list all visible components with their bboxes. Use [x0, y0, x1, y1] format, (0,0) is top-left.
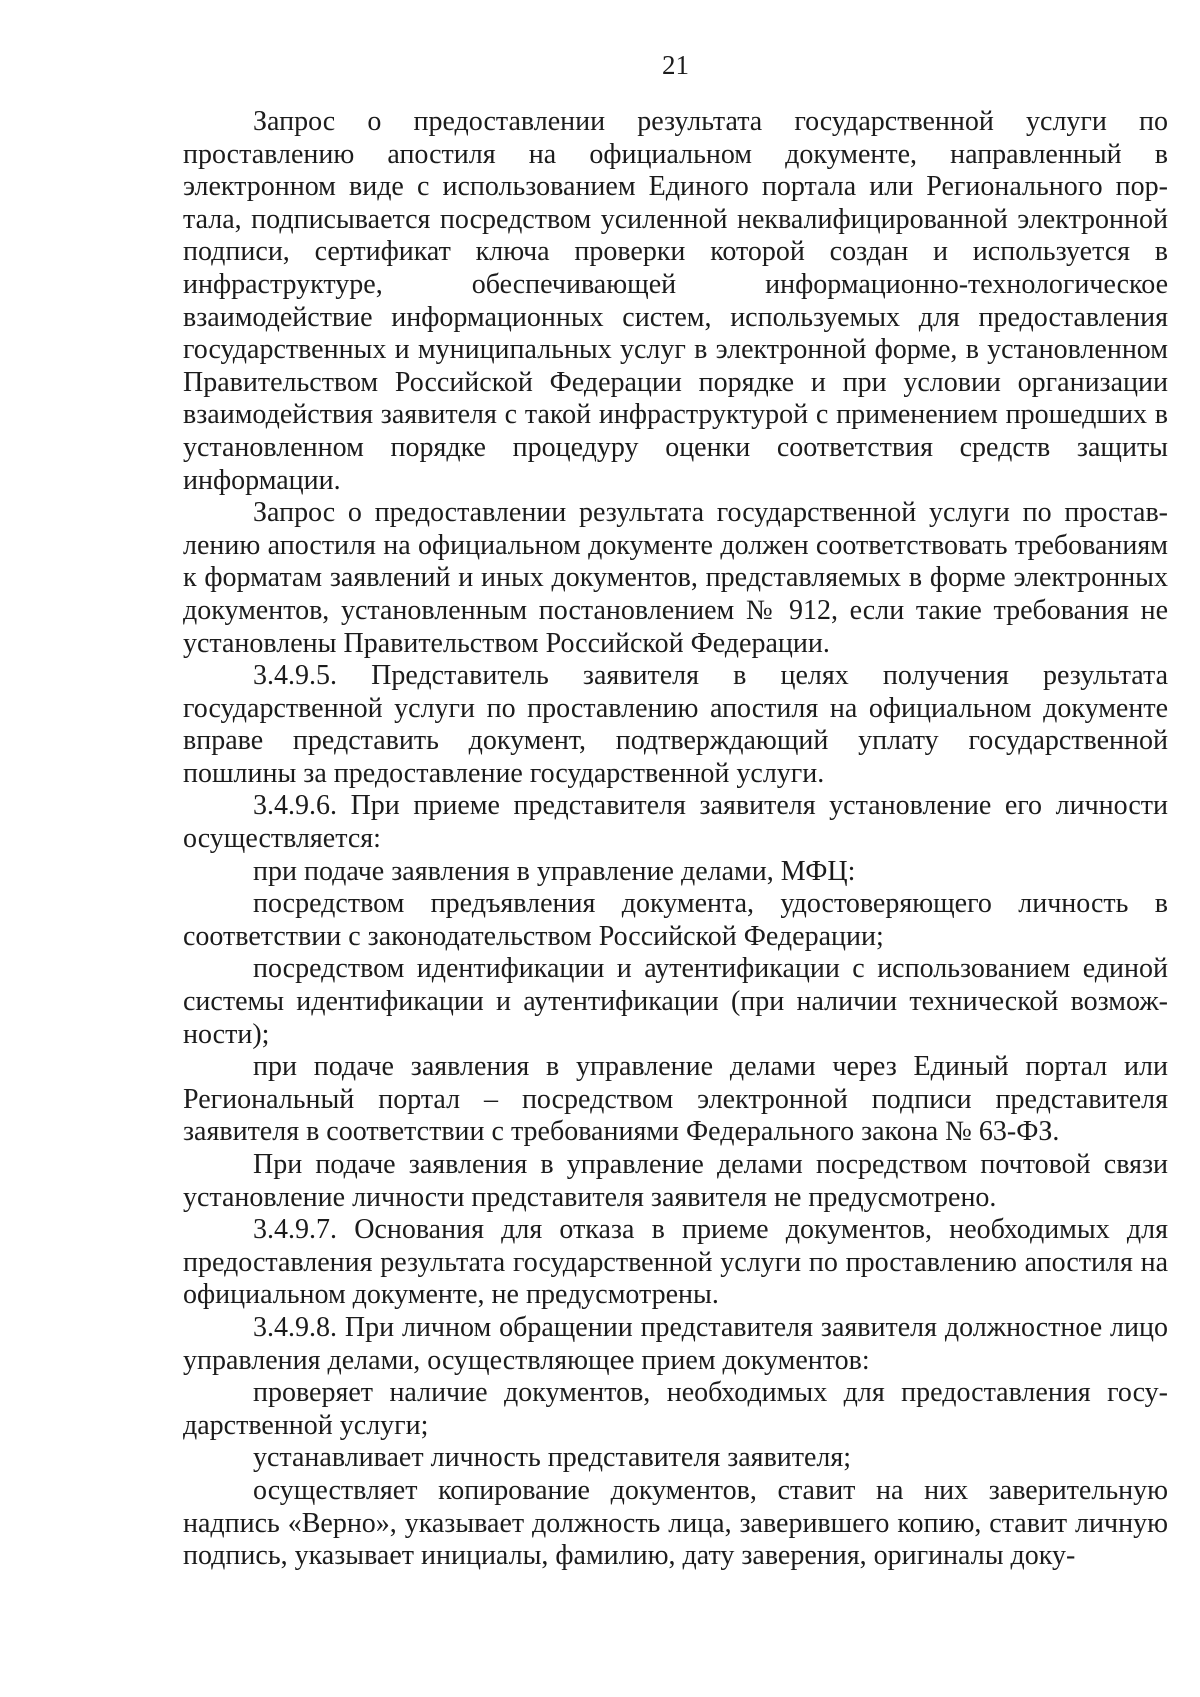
- page-number: 21: [662, 50, 689, 80]
- document-page: [183, 48, 1168, 1573]
- paragraph-3-4-9-8: 3.4.9.8. При личном обращении представителя заявителя должностное лицо управления делами, осуществляющее прием документов:: [183, 1311, 1168, 1376]
- paragraph-3-4-9-7: 3.4.9.7. Основания для отказа в приеме документов, необходимых для предоставления результата государственной услуги по проставлению апостиля на официальном документе, не предусмотрены.: [183, 1214, 1168, 1311]
- list-item-copy-documents: осуществляет копирование документов, ставит на них заверительную надпись «Верно», указывает должность лица, заверившего копию, ставит личную подпись, указывает инициалы, фамилию, дату заверения, оригиналы доку-: [183, 1474, 1168, 1572]
- paragraph-3-4-9-5: 3.4.9.5. Представитель заявителя в целях получения результата государственной услуги по проставлению апостиля на официальном документе вправе представить документ, подтверждающий уплату государственной пошлины за предоставление государственной услуги.: [183, 660, 1168, 789]
- list-item-portal-submission: при подаче заявления в управление делами через Единый портал или Региональный портал – посредством электронной подписи представителя заявителя в соответствии с требованиями Федерального закона № 63-ФЗ.: [183, 1051, 1168, 1148]
- list-item-submission-office: при подаче заявления в управление делами, МФЦ:: [253, 855, 856, 887]
- paragraph-postal-submission: При подаче заявления в управление делами посредством почтовой связи установление личности представителя заявителя не предусмотрено.: [183, 1149, 1168, 1213]
- list-item-check-documents: проверяет наличие документов, необходимых для предоставления государственной услуги;: [183, 1377, 1168, 1441]
- paragraph-request-signature: Запрос о предоставлении результата государственной услуги по проставлению апостиля на официальном документе, направленный в электронном виде с использованием Единого портала или Регионального портала, подписывается посредством усиленной неквалифицированной электронной подписи, сертификат ключа проверки которой создан и используется в инфраструктуре, обеспечивающей информационно-технологическое взаимодействие информационных систем, используемых для предоставления государственных и муниципальных услуг в электронной форме, в установленном Правительством Российской Федерации порядке и при условии организации взаимодействия заявителя с такой инфраструктурой с применением прошедших в установленном порядке процедуру оценки соответствия средств защиты информации.: [183, 106, 1168, 496]
- list-item-identity-document: посредством предъявления документа, удостоверяющего личность в соответствии с законодательством Российской Федерации;: [183, 888, 1168, 952]
- paragraph-request-format: Запрос о предоставлении результата государственной услуги по проставлению апостиля на официальном документе должен соответствовать требованиям к форматам заявлений и иных документов, представляемых в форме электронных документов, установленным постановлением № 912, если такие требования не установлены Правительством Российской Федерации.: [183, 497, 1168, 659]
- list-item-esia-authentication: посредством идентификации и аутентификации с использованием единой системы идентификации и аутентификации (при наличии технической возможности);: [183, 953, 1168, 1050]
- paragraph-3-4-9-6: 3.4.9.6. При приеме представителя заявителя установление его личности осуществляется:: [183, 790, 1168, 855]
- list-item-establish-identity: устанавливает личность представителя заявителя;: [253, 1442, 852, 1474]
